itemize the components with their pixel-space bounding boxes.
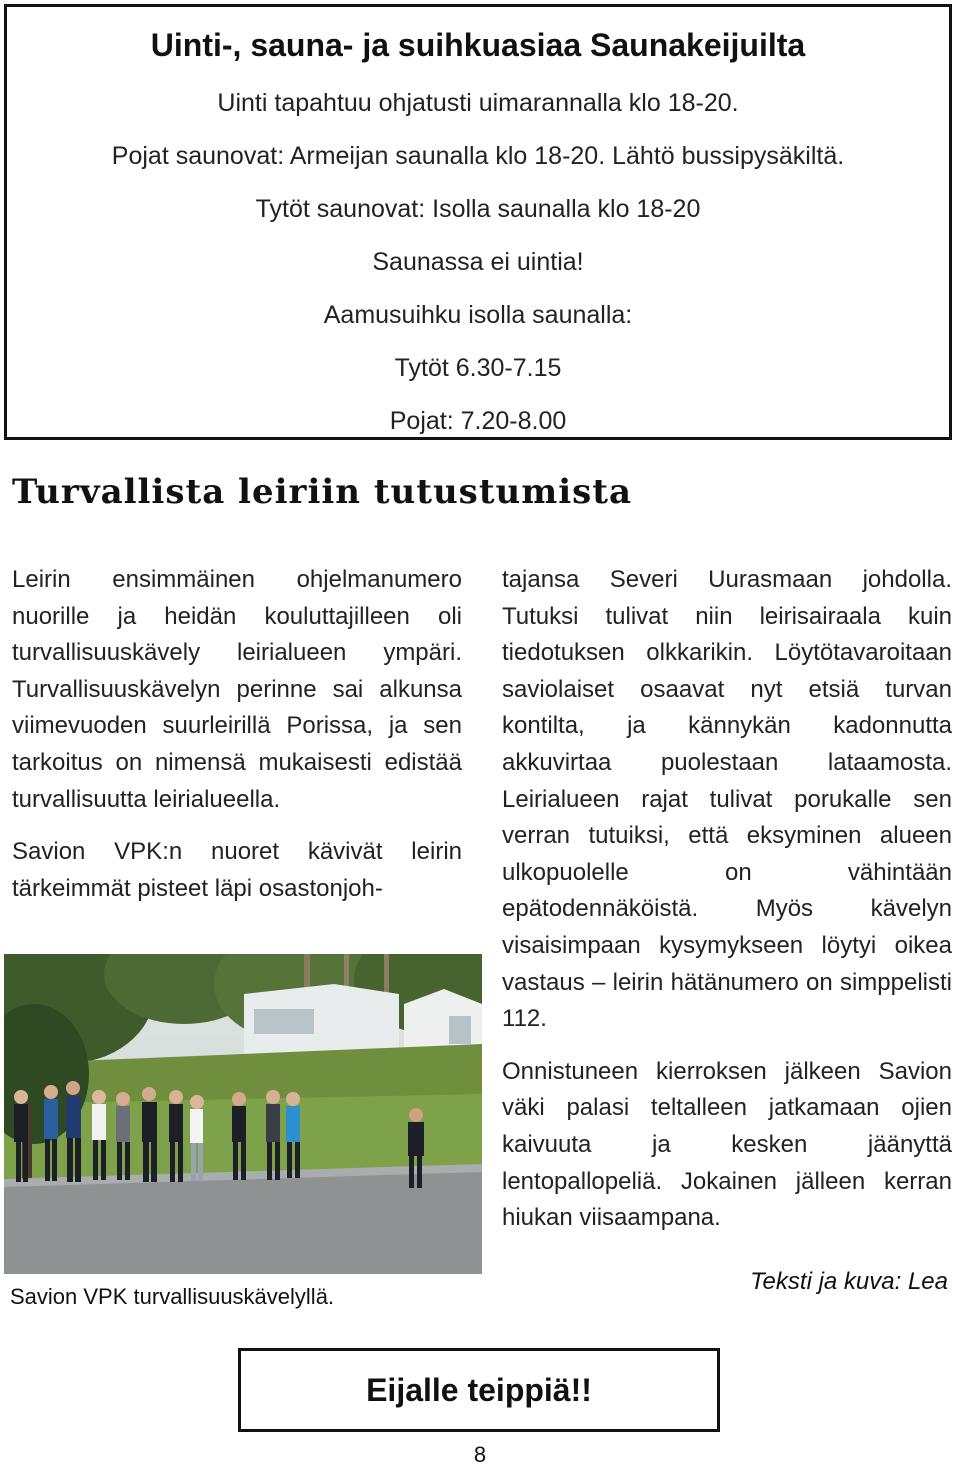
footer-box-text: Eijalle teippiä!!	[366, 1372, 592, 1408]
photo-scene-image	[4, 954, 482, 1274]
article-column-right	[502, 562, 952, 1237]
page-number: 8	[473, 1442, 487, 1467]
info-box	[4, 4, 952, 440]
info-line-girls-time: Tytöt 6.30-7.15	[394, 354, 562, 382]
article-credit: Teksti ja kuva: Lea	[750, 1268, 948, 1295]
info-line-morning-shower: Aamusuihku isolla saunalla:	[323, 301, 633, 329]
info-line-girls-sauna: Tytöt saunovat: Isolla saunalla klo 18-20	[255, 195, 701, 223]
article-paragraph: Leirin ensimmäinen ohjelmanumero nuorille ja heidän kouluttajilleen oli turvallisuuskävely leirialueen ympäri. Turvallisuuskävelyn perinne sai alkunsa viimevuoden suurleirillä Porissa, ja sen tarkoitus on nimensä mukaisesti edistää turvallisuutta leirialueella.	[12, 566, 462, 813]
info-box-title: Uinti-, sauna- ja suihkuasiaa Saunakeijuilta	[150, 27, 806, 63]
article-column-left	[12, 562, 462, 907]
article-paragraph: tajansa Severi Uurasmaan johdolla. Tutuksi tulivat niin leirisairaala kuin tiedotuksen olkkarikin. Löytötavaroitaan saviolaiset osaavat nyt etsiä turvan kontilta, ja kännykän kadonnutta akkuvirtaa puolestaan lataamosta. Leirialueen rajat tulivat porukalle sen verran tutuiksi, että eksyminen alueen ulkopuolelle on vähintään epätodennäköistä. Myös kävelyn visaisimpaan kysymykseen löytyi oikea vastaus – leirin hätänumero on simppelisti 112.	[502, 566, 952, 1033]
info-line-boys-sauna: Pojat saunovat: Armeijan saunalla klo 18-20. Lähtö bussipysäkiltä.	[111, 142, 845, 170]
article-photo	[4, 954, 482, 1274]
article-paragraph: Savion VPK:n nuoret kävivät leirin tärkeimmät pisteet läpi osastonjoh-	[12, 838, 462, 902]
photo-caption: Savion VPK turvallisuuskävelyllä.	[10, 1284, 335, 1309]
footer-box	[238, 1348, 720, 1432]
info-line-boys-time: Pojat: 7.20-8.00	[389, 407, 567, 435]
article-title: Turvallista leiriin tutustumista	[12, 472, 633, 512]
article-paragraph: Onnistuneen kierroksen jälkeen Savion väki palasi teltalleen jatkamaan ojien kaivuuta ja kesken jäänyttä lentopallopeliä. Jokainen jälleen kerran hiukan viisaampana.	[502, 1057, 952, 1232]
info-line-swimming: Uinti tapahtuu ohjatusti uimarannalla klo 18-20.	[217, 89, 739, 117]
info-line-no-swimming: Saunassa ei uintia!	[372, 248, 584, 276]
